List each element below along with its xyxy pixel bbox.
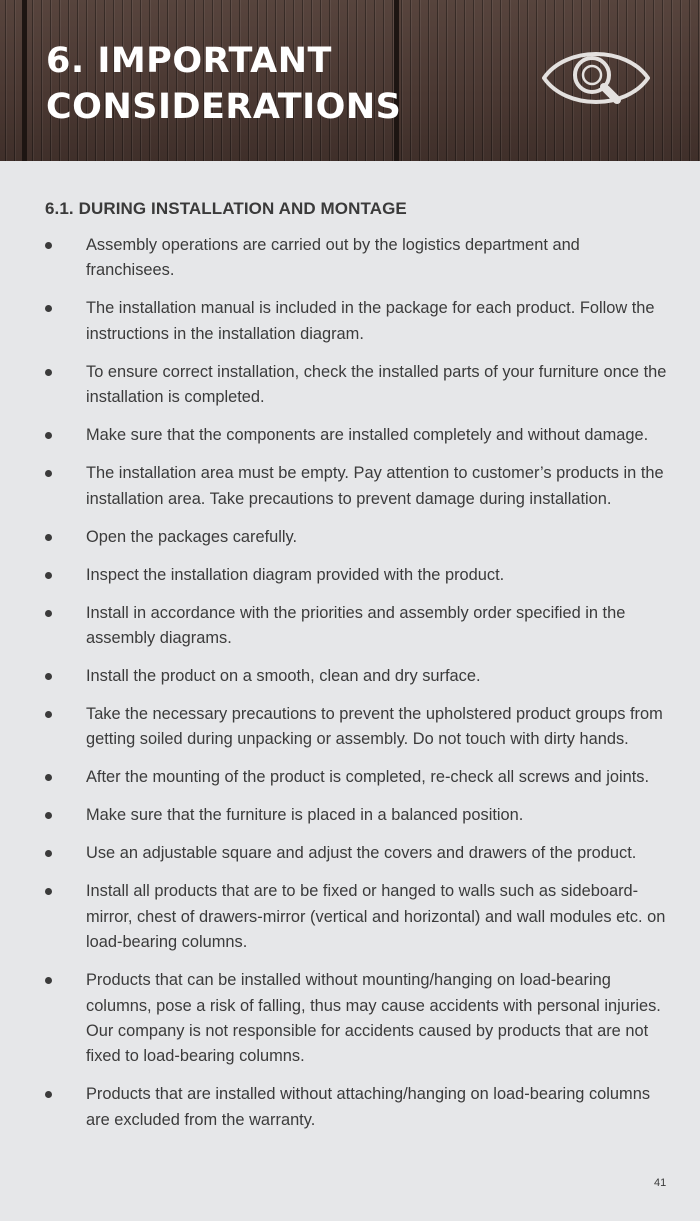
list-item-text: The installation area must be empty. Pay attention to customer’s products in the installation area. Take precautions to prevent damage during installation. [86,464,664,508]
bullet-dot-icon [45,305,52,312]
bullet-dot-icon [45,711,52,718]
list-item-text: Install all products that are to be fixed or hanged to walls such as sideboard-mirror, chest of drawers-mirror (vertical and horizontal) and wall modules etc. on load-bearing columns. [86,882,666,952]
list-item-text: Products that are installed without attaching/hanging on load-bearing columns are excluded from the warranty. [86,1085,651,1129]
bullet-dot-icon [45,534,52,541]
list-item-text: Take the necessary precautions to prevent the upholstered product groups from getting soiled during unpacking or assembly. Do not touch with dirty hands. [86,705,663,749]
list-item-text: After the mounting of the product is completed, re-check all screws and joints. [86,768,650,787]
list-item [0,601,700,652]
list-item [0,360,700,411]
list-item [0,702,700,753]
bullet-dot-icon [45,673,52,680]
bullet-dot-icon [45,432,52,439]
list-item [0,968,700,1070]
list-item [0,563,700,588]
header-seam [22,0,27,161]
list-item-text: Assembly operations are carried out by the logistics department and franchisees. [86,236,580,280]
list-item [0,233,700,284]
list-item-text: Open the packages carefully. [86,527,298,546]
section-heading: 6.1. DURING INSTALLATION AND MONTAGE [45,199,407,218]
list-item-text: Products that can be installed without mounting/hanging on load-bearing columns, pose a risk of falling, thus may cause accidents with personal injuries. Our company is not responsible for accidents caused by products that are not fixed to load-bearing columns. [86,971,661,1066]
list-item-text: Inspect the installation diagram provided with the product. [86,565,505,584]
list-item [0,803,700,828]
bullet-dot-icon [45,369,52,376]
header-banner [0,0,700,161]
bullet-dot-icon [45,470,52,477]
page-number: 41 [654,1177,667,1189]
page-title-line-2: CONSIDERATIONS [46,87,402,127]
bullet-dot-icon [45,1091,52,1098]
list-item-text: Make sure that the components are installed completely and without damage. [86,426,649,445]
list-item [0,664,700,689]
list-item [0,841,700,866]
bullet-dot-icon [45,850,52,857]
list-item [0,461,700,512]
list-item [0,1082,700,1133]
bullet-dot-icon [45,242,52,249]
list-item-text: Use an adjustable square and adjust the covers and drawers of the product. [86,844,637,863]
bullet-dot-icon [45,774,52,781]
list-item [0,765,700,790]
bullet-list [0,233,700,1146]
bullet-dot-icon [45,812,52,819]
list-item [0,879,700,955]
list-item-text: Install in accordance with the priorities and assembly order specified in the assembly diagrams. [86,603,626,648]
page-title [46,38,401,130]
list-item-text: The installation manual is included in the package for each product. Follow the instructions in the installation diagram. [86,299,655,343]
bullet-dot-icon [45,888,52,895]
bullet-dot-icon [45,610,52,617]
list-item [0,296,700,347]
page-title-line-1: 6. IMPORTANT [46,41,332,81]
bullet-dot-icon [45,572,52,579]
list-item [0,525,700,550]
bullet-dot-icon [45,977,52,984]
list-item-text: Make sure that the furniture is placed in a balanced position. [86,806,524,825]
list-item-text: Install the product on a smooth, clean and dry surface. [86,667,481,686]
list-item-text: To ensure correct installation, check the installed parts of your furniture once the installation is completed. [86,362,667,407]
list-item [0,423,700,448]
eye-magnifier-icon [540,40,652,116]
